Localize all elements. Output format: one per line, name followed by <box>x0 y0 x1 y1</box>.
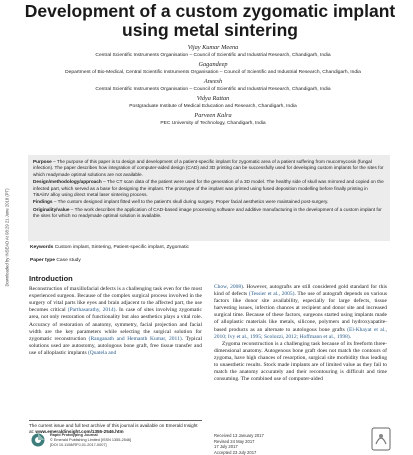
date-revised-2: 17 July 2017 <box>214 444 238 449</box>
right-column <box>214 284 387 383</box>
author-affiliation: Postgraduate Institute of Medical Education and Research, Chandigarh, India <box>129 104 297 109</box>
author-affiliation: Central Scientific Instruments Organisation – Council of Scientific and Industrial Research, Chandigarh, India <box>95 87 331 92</box>
abstract-findings <box>33 199 385 205</box>
journal-issn: © Emerald Publishing Limited [ISSN 1355-2546] <box>50 438 132 442</box>
author-name: Gagandeep <box>198 61 228 68</box>
section-heading: Introduction <box>29 274 73 283</box>
download-sidebar <box>2 150 12 330</box>
date-received: Received 13 January 2017 <box>214 433 264 438</box>
text: Reconstruction of maxillofacial defects is a challenging task even for the most experienced surgeon. Because of the complex surgical process involved in the surgery of vital parts like eyes and brain adjacent to the affected part, the use becomes critical <box>29 286 202 314</box>
citation-link[interactable]: Chow, 2008) <box>214 284 243 290</box>
abstract-label: Design/methodology/approach <box>33 179 102 185</box>
text: . In case of sites involving zygomatic area, not only restoration of functionality but also aesthetics plays a vital role. Accuracy of restoration of anatomy, symmetry, facial projection and facial width are the key parameters while selecting the surgical solution for zygomatic reconstruction <box>29 307 202 342</box>
abstract-purpose <box>33 159 385 178</box>
author-affiliation: PEC University of Technology, Chandigarh, India <box>160 121 266 126</box>
abstract-label: Purpose <box>33 159 52 164</box>
date-revised: Revised 24 May 2017 <box>214 438 255 444</box>
text: . However, autografts are still considered gold standard for this kind of defects <box>214 284 387 298</box>
citation-link[interactable]: (El-Khayat et al., 2010; Ivy et al., 1995; Scolozzi, 2012; Hoffmann et al., 1998) <box>214 326 388 340</box>
citation-link[interactable]: (Quatela and <box>87 349 117 356</box>
abstract-text: – The custom designed implant fitted well to the patient's skull during surgery. Proper facial aesthetics were maintained post-surgery. <box>52 199 329 205</box>
paper-type <box>30 258 81 263</box>
paragraph <box>214 284 387 341</box>
author-name: Vidya Rattan <box>196 95 230 102</box>
abstract-label: Findings <box>33 199 53 205</box>
author-affiliation: Central Scientific Instruments Organisation – Council of Scientific and Industrial Research, Chandigarh, India <box>95 53 331 58</box>
citation-link[interactable]: (Tessier et al., 2005) <box>248 291 295 298</box>
abstract-originality <box>33 207 385 220</box>
paragraph: Zygoma reconstruction is a challenging task because of its freeform three-dimensional anatomy. Autogenous bone graft does not match the contours of zygoma, have high chances of resorption, surgical site morbidity thus leading to unaesthetic results. Stock made implants are of limited value as they fail to match the anatomy accurately and their recontouring is difficult and time consuming. The combined use of computer-aided <box>214 340 387 383</box>
author-affiliation: Department of Bio-Medical, Central Scientific Instruments Organisation – Council of Scientific and Industrial Research, Chandigarh, India <box>65 70 361 75</box>
abstract-text: – The work describes the application of CAD-based image processing software and additive manufacturing in the development of a custom implant for the sites for which no readymade optimal solution is available. <box>33 206 382 219</box>
abstract-label: Originality/value <box>33 206 70 212</box>
text: . The use of autograft depends on various factors like donor site availability, especially for large defects, tissue harvesting issues, infection chances at recipient and donor site and increased surgical time. Because of these factors, surgeons started using implants made of alloplastic materials like metals, silicone, polymers and hydroxyapatite-based products as an alternate to autologous bone grafts <box>214 291 387 333</box>
keywords <box>30 245 189 250</box>
paragraph <box>29 286 202 357</box>
paper-type-text: Case study <box>55 258 81 263</box>
text: . <box>349 333 352 340</box>
abstract-text: – The CT scan data of the patient were used for the generation of a 3D model. The healthy side of skull was mirrored and copied on the infected part, which served as a base for designing the implant. The prototype of the implant was printed using fused deposition modelling before finally printing in Ti6Al4V alloy using direct metal laser sintering process. <box>33 179 384 198</box>
publisher-emblem-icon <box>370 426 392 452</box>
text: . Typical solutions used are autostomy, autologous bone graft, free tissue transfer and use of alloplastic implants <box>29 335 202 356</box>
left-column <box>29 275 202 357</box>
journal-logo-icon <box>31 433 45 447</box>
keywords-label: Keywords <box>30 245 54 250</box>
author-name: Aneesh <box>203 78 223 85</box>
date-accepted: Accepted 23 July 2017 <box>214 449 257 455</box>
author-name: Vijay Kumar Meena <box>187 44 239 51</box>
citation-link[interactable]: (Parthasarathy, 2014) <box>67 307 116 314</box>
journal-info <box>50 433 131 448</box>
keywords-text: Custom implant, Sintering, Patient-specific implant, Zygomatic <box>53 245 190 250</box>
journal-name: Rapid Prototyping Journal <box>50 433 98 437</box>
citation-link[interactable]: (Ranganath and Hemanth Kumar, 2011) <box>88 335 182 342</box>
abstract-box <box>28 155 390 241</box>
author-name: Parveen Kalra <box>194 112 232 119</box>
footnote-text: The current issue and full text archive of this journal is available on Emerald Insight at: <box>29 423 198 434</box>
paper-title: Development of a custom zygomatic implant using metal sintering <box>24 1 396 40</box>
abstract-design <box>33 179 385 198</box>
journal-doi: [DOI 10.1108/RPJ-01-2017-0007] <box>50 443 107 447</box>
abstract-text: – The purpose of this paper is to design and development of a patient-specific implant for zygomatic area of a patient suffering from mucormycosis (fungal infection). The paper describes how integration of computer-aided design (CAD) and 3D printing can be successfully used for developing custom implants for the sites for which readymade optimal solutions are not available. <box>33 159 384 177</box>
download-note: Downloaded by INSEAD At 08:29 21 June 2018 (PT) <box>4 188 10 287</box>
footnote-link[interactable]: www.emeraldinsight.com/1355-2546.htm <box>35 429 124 434</box>
paper-type-label: Paper type <box>30 258 56 263</box>
article-dates <box>214 433 264 455</box>
author-block <box>28 44 398 129</box>
